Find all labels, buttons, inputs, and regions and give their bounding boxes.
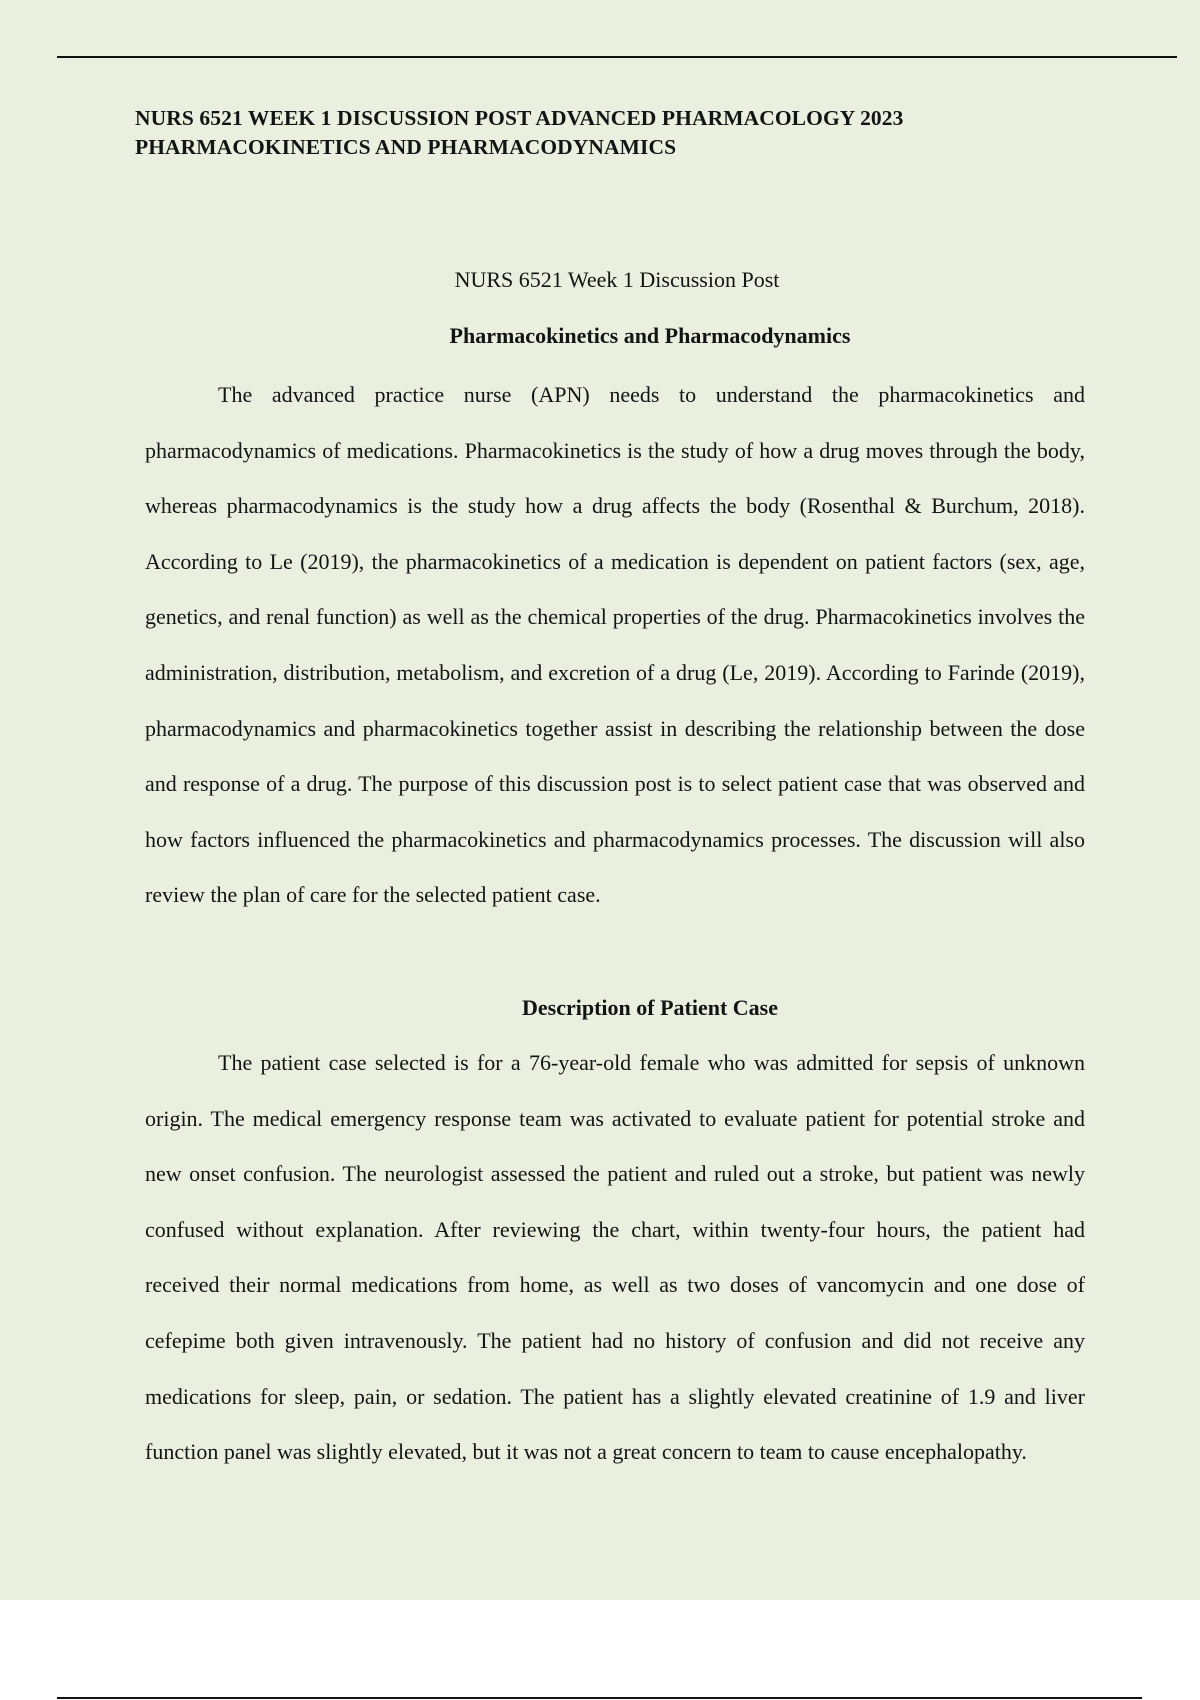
document-heading-line-2: PHARMACOKINETICS AND PHARMACODYNAMICS [135,135,677,159]
document-heading [135,104,1115,162]
top-divider [57,56,1177,58]
section-heading-pharmacokinetics: Pharmacokinetics and Pharmacodynamics [449,323,851,348]
bottom-divider [57,1697,1142,1699]
body-paragraph-patient-case: The patient case selected is for a 76-year-old female who was admitted for sepsis of unknown origin. The medical emergency response team was activated to evaluate patient for potential stroke and new onset confusion. The neurologist assessed the patient and ruled out a stroke, but patient was newly confused without explanation. After reviewing the chart, within twenty-four hours, the patient had received their normal medications from home, as well as two doses of vancomycin and one dose of cefepime both given intravenously. The patient had no history of confusion and did not receive any medications for sleep, pain, or sedation. The patient has a slightly elevated creatinine of 1.9 and liver function panel was slightly elevated, but it was not a great concern to team to cause encephalopathy. [145,1050,1085,1465]
body-paragraph-intro: The advanced practice nurse (APN) needs to understand the pharmacokinetics and pharmacodynamics of medications. Pharmacokinetics is the study of how a drug moves through the body, whereas pharmacodynamics is the study how a drug affects the body (Rosenthal & Burchum, 2018). According to Le (2019), the pharmacokinetics of a medication is dependent on patient factors (sex, age, genetics, and renal function) as well as the chemical properties of the drug. Pharmacokinetics involves the administration, distribution, metabolism, and excretion of a drug (Le, 2019). According to Farinde (2019), pharmacodynamics and pharmacokinetics together assist in describing the relationship between the dose and response of a drug. The purpose of this discussion post is to select patient case that was observed and how factors influenced the pharmacokinetics and pharmacodynamics processes. The discussion will also review the plan of care for the selected patient case. [145,382,1085,908]
paper-title: NURS 6521 Week 1 Discussion Post [454,267,780,292]
section-heading-patient-case: Description of Patient Case [521,995,778,1020]
document-heading-line-1: NURS 6521 WEEK 1 DISCUSSION POST ADVANCED PHARMACOLOGY 2023 [135,106,904,130]
